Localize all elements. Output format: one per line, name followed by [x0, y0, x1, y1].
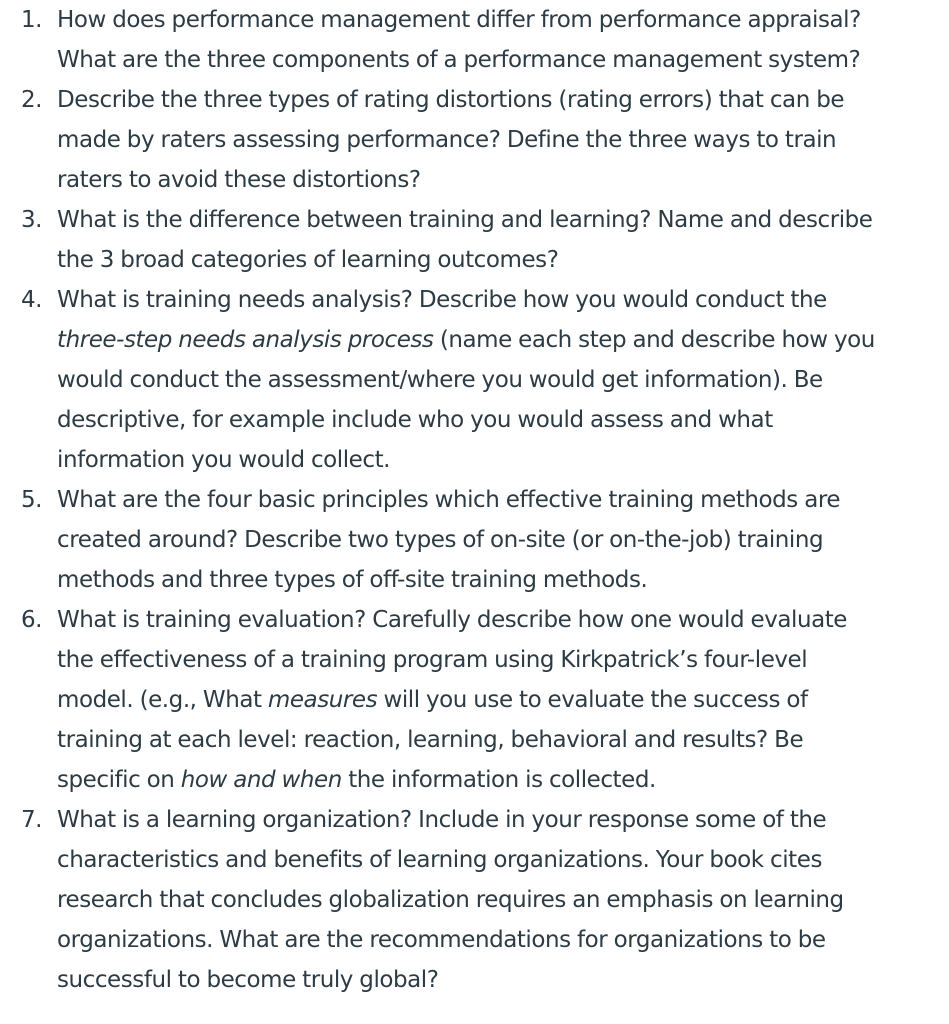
question-number: 7.: [21, 807, 43, 833]
question-text: [57, 0, 937, 80]
question-text: [57, 480, 937, 600]
question-line: [57, 160, 937, 200]
question-line: [57, 520, 937, 560]
text-segment: organizations. What are the recommendations for organizations to be: [57, 927, 826, 953]
text-segment: the 3 broad categories of learning outcomes?: [57, 247, 559, 273]
text-segment: descriptive, for example include who you would assess and what: [57, 407, 773, 433]
text-segment: model. (e.g., What: [57, 687, 268, 713]
text-segment: What are the three components of a performance management system?: [57, 47, 861, 73]
question-item: [0, 800, 949, 1000]
text-segment: What is training needs analysis? Describe how you would conduct the: [57, 287, 827, 313]
question-line: [57, 800, 937, 840]
text-segment: characteristics and benefits of learning organizations. Your book cites: [57, 847, 822, 873]
emphasized-text: how and when: [180, 767, 342, 793]
question-line: [57, 920, 937, 960]
question-line: [57, 360, 937, 400]
question-line: [57, 0, 937, 40]
text-segment: the effectiveness of a training program using Kirkpatrick’s four-level: [57, 647, 808, 673]
question-line: [57, 880, 937, 920]
question-line: [57, 840, 937, 880]
question-item: [0, 280, 949, 480]
question-text: [57, 200, 937, 280]
question-number: 4.: [21, 287, 43, 313]
text-segment: raters to avoid these distortions?: [57, 167, 421, 193]
question-line: [57, 320, 937, 360]
text-segment: research that concludes globalization requires an emphasis on learning: [57, 887, 844, 913]
text-segment: methods and three types of off-site training methods.: [57, 567, 648, 593]
text-segment: training at each level: reaction, learning, behavioral and results? Be: [57, 727, 804, 753]
question-item: [0, 200, 949, 280]
question-line: [57, 640, 937, 680]
text-segment: will you use to evaluate the success of: [377, 687, 808, 713]
question-item: [0, 80, 949, 200]
question-line: [57, 120, 937, 160]
question-text: [57, 600, 937, 800]
question-line: [57, 280, 937, 320]
question-line: [57, 720, 937, 760]
question-number: 1.: [21, 7, 43, 33]
text-segment: would conduct the assessment/where you would get information). Be: [57, 367, 823, 393]
question-line: [57, 240, 937, 280]
question-line: [57, 40, 937, 80]
question-line: [57, 960, 937, 1000]
text-segment: (name each step and describe how you: [433, 327, 875, 353]
question-item: [0, 480, 949, 600]
question-text: [57, 80, 937, 200]
question-line: [57, 440, 937, 480]
text-segment: information you would collect.: [57, 447, 391, 473]
question-line: [57, 560, 937, 600]
text-segment: specific on: [57, 767, 181, 793]
question-line: [57, 600, 937, 640]
text-segment: What is training evaluation? Carefully describe how one would evaluate: [57, 607, 847, 633]
emphasized-text: measures: [267, 687, 378, 713]
question-text: [57, 280, 937, 480]
question-line: [57, 680, 937, 720]
text-segment: the information is collected.: [341, 767, 656, 793]
text-segment: Describe the three types of rating distortions (rating errors) that can be: [57, 87, 845, 113]
question-number: 3.: [21, 207, 43, 233]
question-number: 2.: [21, 87, 43, 113]
question-item: [0, 0, 949, 80]
question-number: 6.: [21, 607, 43, 633]
emphasized-text: three-step needs analysis process: [57, 327, 434, 353]
text-segment: How does performance management differ from performance appraisal?: [57, 7, 861, 33]
question-line: [57, 760, 937, 800]
text-segment: successful to become truly global?: [57, 967, 439, 993]
text-segment: created around? Describe two types of on-site (or on-the-job) training: [57, 527, 824, 553]
text-segment: What is the difference between training and learning? Name and describe: [57, 207, 873, 233]
question-line: [57, 200, 937, 240]
question-text: [57, 800, 937, 1000]
question-line: [57, 80, 937, 120]
question-number: 5.: [21, 487, 43, 513]
question-item: [0, 600, 949, 800]
text-segment: What are the four basic principles which effective training methods are: [57, 487, 841, 513]
question-line: [57, 480, 937, 520]
question-line: [57, 400, 937, 440]
text-segment: What is a learning organization? Include in your response some of the: [57, 807, 827, 833]
text-segment: made by raters assessing performance? Define the three ways to train: [57, 127, 837, 153]
